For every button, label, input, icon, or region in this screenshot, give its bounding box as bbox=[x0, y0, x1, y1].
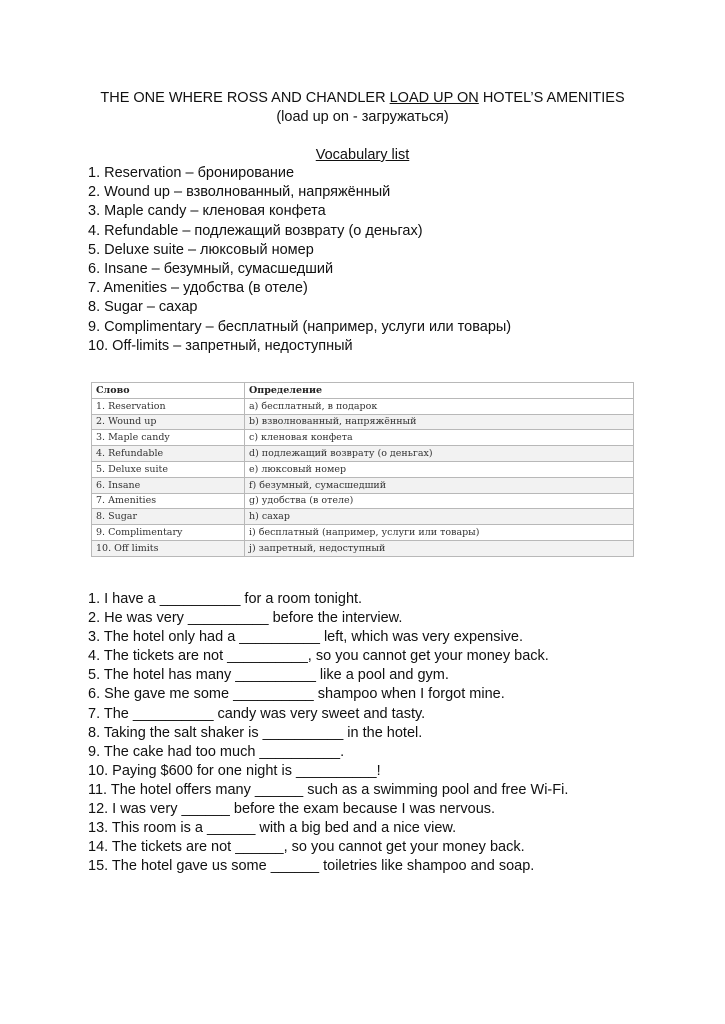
exercise-sentence: 2. He was very __________ before the interview. bbox=[88, 610, 403, 627]
column-header-definition: Определение bbox=[245, 383, 634, 399]
table-cell-word: 3. Maple candy bbox=[92, 430, 245, 446]
exercise-sentence: 12. I was very ______ before the exam because I was nervous. bbox=[88, 801, 496, 818]
table-cell-definition: j) запретный, недоступный bbox=[245, 540, 634, 556]
page-title bbox=[0, 88, 725, 108]
table-cell-word: 9. Complimentary bbox=[92, 525, 245, 541]
vocabulary-item: 10. Off-limits – запретный, недоступный bbox=[88, 337, 353, 354]
exercise-sentence: 5. The hotel has many __________ like a pool and gym. bbox=[88, 667, 449, 684]
exercise-sentence: 4. The tickets are not __________, so you cannot get your money back. bbox=[88, 648, 549, 665]
exercise-sentence: 10. Paying $600 for one night is __________! bbox=[88, 762, 381, 779]
exercise-sentence: 8. Taking the salt shaker is __________ in the hotel. bbox=[88, 724, 423, 741]
exercise-list bbox=[88, 590, 568, 876]
page-subtitle: (load up on - загружаться) bbox=[276, 109, 449, 125]
exercise-sentence: 7. The __________ candy was very sweet and tasty. bbox=[88, 705, 426, 722]
title-phrase-underlined: LOAD UP ON bbox=[389, 90, 479, 106]
vocabulary-item: 3. Maple candy – кленовая конфета bbox=[88, 203, 326, 220]
table-cell-word: 8. Sugar bbox=[92, 509, 245, 525]
table-cell-word: 10. Off limits bbox=[92, 540, 245, 556]
table-row bbox=[92, 493, 634, 509]
exercise-sentence: 14. The tickets are not ______, so you cannot get your money back. bbox=[88, 839, 525, 856]
exercise-sentence: 13. This room is a ______ with a big bed and a nice view. bbox=[88, 820, 457, 837]
column-header-word: Слово bbox=[92, 383, 245, 399]
exercise-sentence: 15. The hotel gave us some ______ toiletries like shampoo and soap. bbox=[88, 858, 535, 875]
exercise-sentence: 6. She gave me some __________ shampoo when I forgot mine. bbox=[88, 686, 505, 703]
vocabulary-heading: Vocabulary list bbox=[315, 147, 410, 163]
table-row bbox=[92, 461, 634, 477]
table-row bbox=[92, 525, 634, 541]
table-header-row bbox=[92, 383, 634, 399]
table-cell-word: 2. Wound up bbox=[92, 414, 245, 430]
table-cell-word: 4. Refundable bbox=[92, 446, 245, 462]
vocabulary-item: 7. Amenities – удобства (в отеле) bbox=[88, 280, 308, 297]
table-cell-definition: f) безумный, сумасшедший bbox=[245, 477, 634, 493]
table-cell-definition: i) бесплатный (например, услуги или товары) bbox=[245, 525, 634, 541]
vocabulary-item: 6. Insane – безумный, сумасшедший bbox=[88, 261, 334, 278]
exercise-sentence: 1. I have a __________ for a room tonight. bbox=[88, 591, 363, 607]
table-cell-definition: b) взволнованный, напряжённый bbox=[245, 414, 634, 430]
table-row bbox=[92, 414, 634, 430]
table-cell-definition: h) сахар bbox=[245, 509, 634, 525]
table-cell-word: 1. Reservation bbox=[92, 398, 245, 414]
table-cell-word: 7. Amenities bbox=[92, 493, 245, 509]
vocabulary-item: 1. Reservation – бронирование bbox=[88, 165, 295, 181]
table-row bbox=[92, 446, 634, 462]
table-cell-definition: e) люксовый номер bbox=[245, 461, 634, 477]
vocabulary-item: 8. Sugar – сахар bbox=[88, 299, 198, 316]
table-cell-definition: d) подлежащий возврату (о деньгах) bbox=[245, 446, 634, 462]
vocabulary-item: 2. Wound up – взволнованный, напряжённый bbox=[88, 184, 391, 201]
table-row bbox=[92, 509, 634, 525]
table-cell-definition: a) бесплатный, в подарок bbox=[245, 398, 634, 414]
title-suffix: HOTEL’S AMENITIES bbox=[478, 90, 625, 106]
table-row bbox=[92, 477, 634, 493]
table-row bbox=[92, 430, 634, 446]
matching-table bbox=[91, 382, 634, 557]
table-row bbox=[92, 540, 634, 556]
table-cell-word: 6. Insane bbox=[92, 477, 245, 493]
table-cell-definition: g) удобства (в отеле) bbox=[245, 493, 634, 509]
title-prefix: THE ONE WHERE ROSS AND CHANDLER bbox=[100, 90, 390, 106]
exercise-sentence: 9. The cake had too much __________. bbox=[88, 743, 345, 760]
table-row bbox=[92, 398, 634, 414]
vocabulary-item: 5. Deluxe suite – люксовый номер bbox=[88, 241, 314, 258]
table-cell-definition: c) кленовая конфета bbox=[245, 430, 634, 446]
exercise-sentence: 11. The hotel offers many ______ such as a swimming pool and free Wi-Fi. bbox=[88, 781, 569, 798]
exercise-sentence: 3. The hotel only had a __________ left, which was very expensive. bbox=[88, 629, 524, 646]
vocabulary-list bbox=[88, 164, 511, 356]
vocabulary-item: 9. Complimentary – бесплатный (например, услуги или товары) bbox=[88, 318, 512, 335]
vocabulary-item: 4. Refundable – подлежащий возврату (о деньгах) bbox=[88, 222, 423, 239]
table-cell-word: 5. Deluxe suite bbox=[92, 461, 245, 477]
